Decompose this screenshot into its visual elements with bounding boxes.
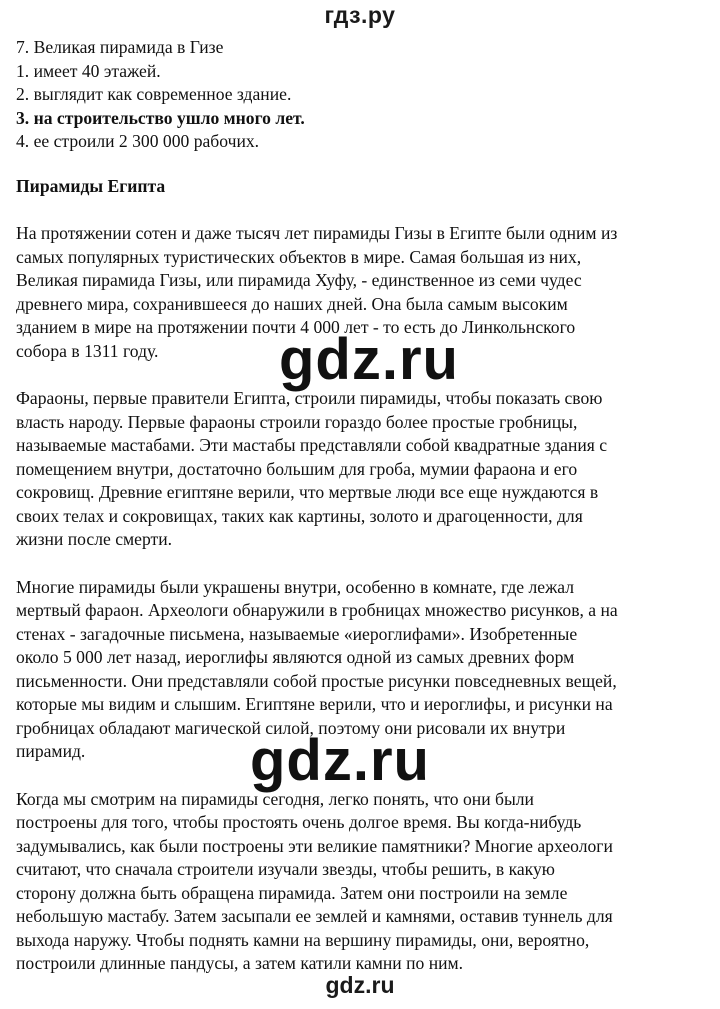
paragraph-4 [16,788,706,976]
text-line: Великая пирамида Гизы, или пирамида Хуфу, - единственное из семи чудес [16,270,582,290]
text-line: зданием в мире на протяжении почти 4 000 лет - то есть до Линкольнского [16,317,576,337]
answer-list [16,36,706,154]
text-line: гробницах обладают магической силой, поэтому они рисовали их внутри [16,717,566,738]
text-line: задумывались, как были построены эти великие памятники? Многие археологи [16,835,613,856]
text-line: На протяжении сотен и даже тысяч лет пирамиды Гизы в Египте были одним из [16,223,618,243]
text-line: построили длинные пандусы, а затем катили камни по ним. [16,953,464,973]
text-line: называемые мастабами. Эти мастабы представляли собой квадратные здания с [16,435,608,455]
text-line: около 5 000 лет назад, иероглифы являются одной из самых древних форм [16,647,575,667]
answer-line-highlighted: 3. на строительство ушло много лет. [16,107,305,128]
text-line: которые мы видим и слышим. Египтяне верили, что и иероглифы, и рисунки на [16,694,613,714]
text-line: собора в 1311 году. [16,340,159,361]
text-line: мертвый фараон. Археологи обнаружили в гробницах множество рисунков, а на [16,600,618,620]
text-line: сокровищ. Древние египтяне верили, что мертвые люди все еще нуждаются в [16,482,599,502]
text-line: жизни после смерти. [16,529,173,549]
document-body [16,36,706,1000]
watermark-middle-1: gdz.ru [279,327,459,392]
text-line: Когда мы смотрим на пирамиды сегодня, легко понять, что они были [16,788,534,809]
paragraph-2 [16,387,706,552]
text-line: выхода наружу. Чтобы поднять камни на вершину пирамиды, они, вероятно, [16,929,590,950]
text-line: считают, что сначала строители изучали звезды, чтобы решить, в какую [16,859,555,879]
answer-line: 1. имеет 40 этажей. [16,60,161,81]
text-line: построены для того, чтобы простоять очень долгое время. Вы когда-нибудь [16,812,582,832]
text-line: власть народу. Первые фараоны строили гораздо более простые гробницы, [16,411,578,432]
text-line: Многие пирамиды были украшены внутри, особенно в комнате, где лежал [16,576,574,597]
text-line: древнего мира, сохранившееся до наших дней. Она была самым высоким [16,293,568,314]
text-line: сторону должна быть обращена пирамида. Затем они построили на земле [16,882,568,903]
text-line: самых популярных туристических объектов в мире. Самая большая из них, [16,246,582,267]
watermark-middle-2: gdz.ru [250,728,430,793]
answer-line: 4. ее строили 2 300 000 рабочих. [16,131,260,151]
header-watermark: гдз.ру [324,2,396,28]
text-line: письменности. Они представляли собой простые рисунки повседневных вещей, [16,670,617,691]
article-title: Пирамиды Египта [16,175,166,196]
text-line: помещением внутри, достаточно большим для гроба, мумии фараона и его [16,458,578,479]
text-line: своих телах и сокровищах, таких как картины, золото и драгоценности, для [16,505,583,526]
text-line: стенах - загадочные письмена, называемые «иероглифами». Изобретенные [16,623,578,644]
footer-watermark: gdz.ru [325,972,395,998]
text-line: небольшую мастабу. Затем засыпали ее землей и камнями, оставив туннель для [16,906,613,926]
text-line: пирамид. [16,741,86,761]
text-line: Фараоны, первые правители Египта, строили пирамиды, чтобы показать свою [16,388,603,408]
answer-line: 7. Великая пирамида в Гизе [16,37,224,57]
answer-line: 2. выглядит как современное здание. [16,84,292,104]
